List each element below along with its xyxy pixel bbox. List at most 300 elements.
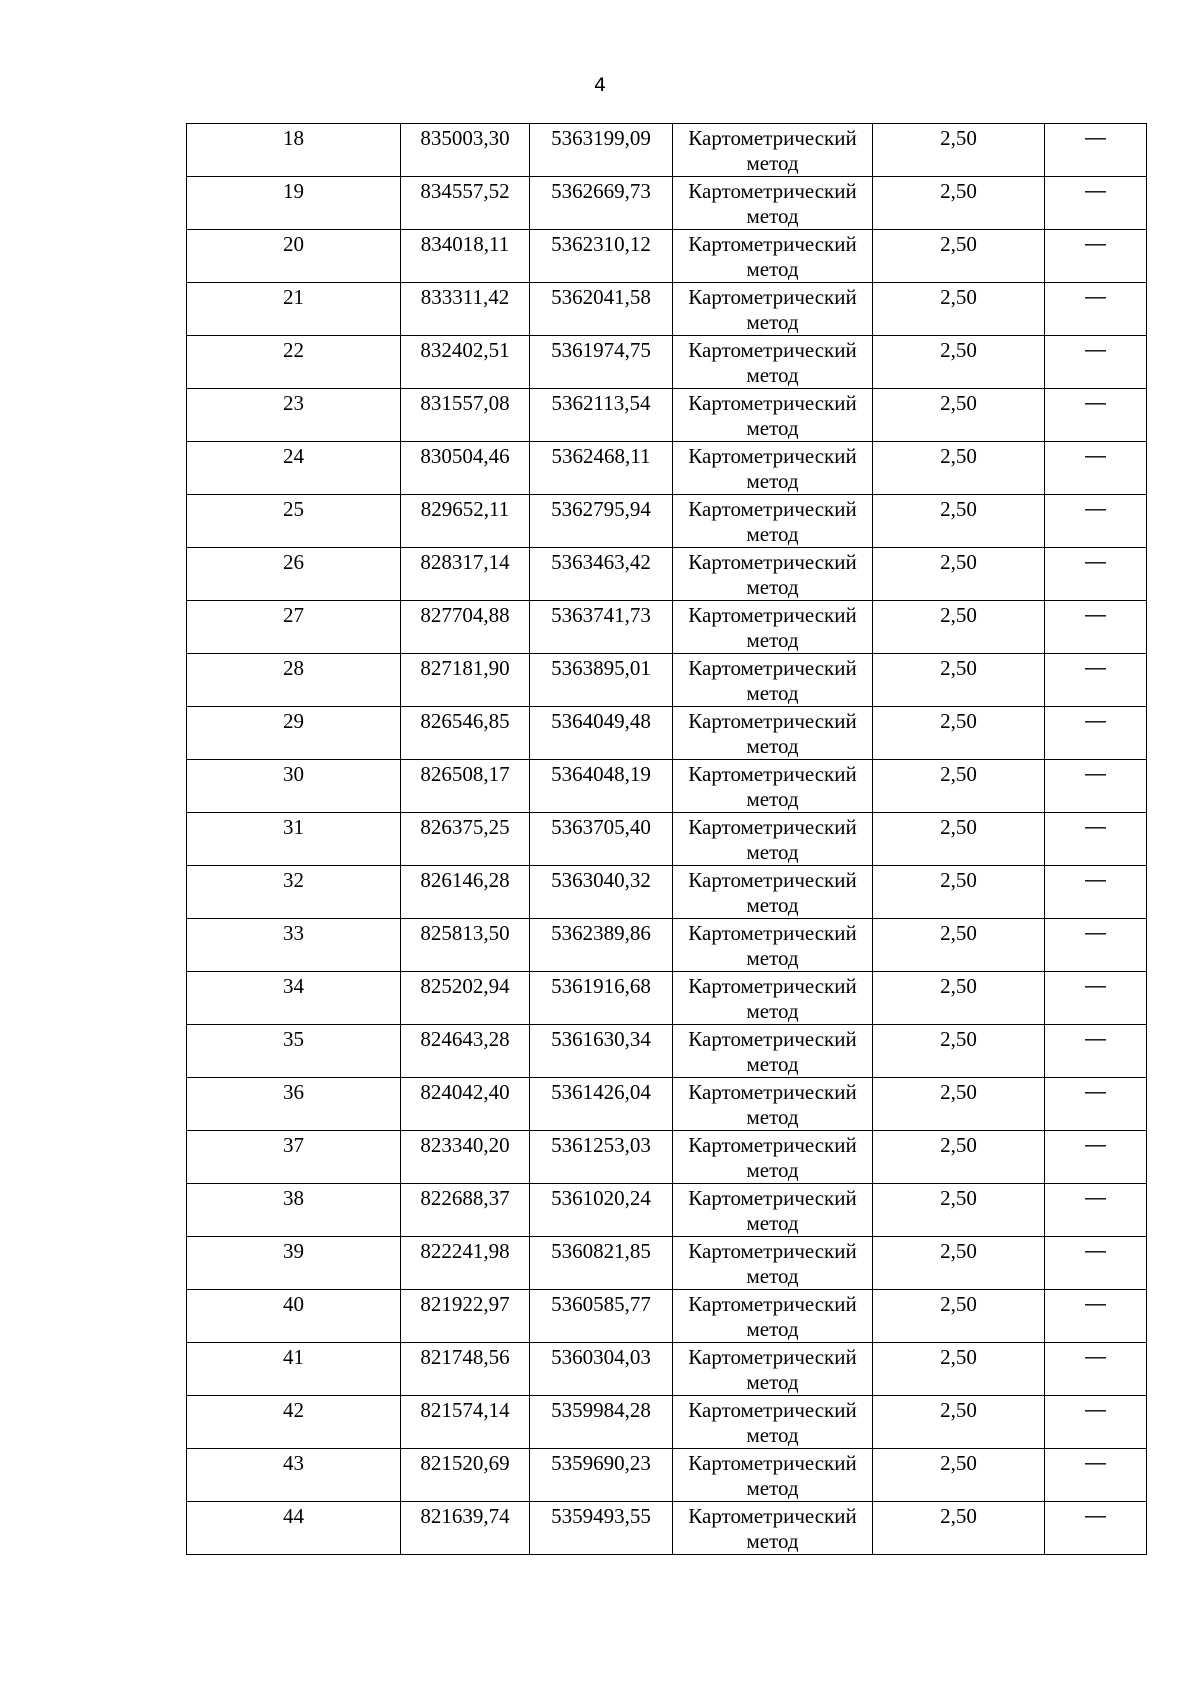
- y-coordinate-value: 5362389,86: [551, 921, 651, 945]
- y-coordinate-cell: [530, 707, 673, 760]
- x-coordinate-value: 828317,14: [420, 550, 510, 574]
- point-number-value: 20: [283, 232, 304, 256]
- x-coordinate-value: 821520,69: [420, 1451, 510, 1475]
- accuracy-value: 2,50: [940, 391, 977, 415]
- y-coordinate-cell: [530, 283, 673, 336]
- method-value: Картометрический метод: [688, 1080, 857, 1129]
- point-number-value: 42: [283, 1398, 304, 1422]
- accuracy-value: 2,50: [940, 179, 977, 203]
- point-number-value: 43: [283, 1451, 304, 1475]
- method-cell: [673, 336, 873, 389]
- y-coordinate-cell: [530, 389, 673, 442]
- accuracy-cell: [873, 548, 1045, 601]
- y-coordinate-value: 5362041,58: [551, 285, 651, 309]
- table-row: [187, 1290, 1147, 1343]
- accuracy-cell: [873, 1025, 1045, 1078]
- y-coordinate-cell: [530, 1396, 673, 1449]
- note-value: —: [1085, 921, 1106, 944]
- y-coordinate-cell: [530, 336, 673, 389]
- y-coordinate-value: 5361253,03: [551, 1133, 651, 1157]
- accuracy-cell: [873, 389, 1045, 442]
- method-cell: [673, 654, 873, 707]
- method-value: Картометрический метод: [688, 232, 857, 281]
- point-number-cell: [187, 919, 401, 972]
- note-cell: [1045, 1237, 1147, 1290]
- method-cell: [673, 548, 873, 601]
- x-coordinate-value: 825202,94: [420, 974, 510, 998]
- note-value: —: [1085, 868, 1106, 891]
- x-coordinate-value: 826546,85: [420, 709, 510, 733]
- accuracy-cell: [873, 707, 1045, 760]
- accuracy-value: 2,50: [940, 1080, 977, 1104]
- x-coordinate-cell: [401, 1078, 530, 1131]
- point-number-value: 32: [283, 868, 304, 892]
- note-cell: [1045, 389, 1147, 442]
- table-row: [187, 601, 1147, 654]
- note-cell: [1045, 707, 1147, 760]
- note-cell: [1045, 177, 1147, 230]
- accuracy-cell: [873, 1184, 1045, 1237]
- method-value: Картометрический метод: [688, 338, 857, 387]
- note-cell: [1045, 1502, 1147, 1555]
- x-coordinate-cell: [401, 1449, 530, 1502]
- x-coordinate-cell: [401, 1131, 530, 1184]
- y-coordinate-cell: [530, 972, 673, 1025]
- method-value: Картометрический метод: [688, 550, 857, 599]
- point-number-cell: [187, 1396, 401, 1449]
- point-number-value: 21: [283, 285, 304, 309]
- y-coordinate-cell: [530, 760, 673, 813]
- method-value: Картометрический метод: [688, 285, 857, 334]
- accuracy-value: 2,50: [940, 1239, 977, 1263]
- point-number-value: 40: [283, 1292, 304, 1316]
- point-number-value: 38: [283, 1186, 304, 1210]
- x-coordinate-cell: [401, 1396, 530, 1449]
- note-value: —: [1085, 444, 1106, 467]
- accuracy-value: 2,50: [940, 285, 977, 309]
- accuracy-value: 2,50: [940, 815, 977, 839]
- y-coordinate-cell: [530, 548, 673, 601]
- point-number-value: 24: [283, 444, 304, 468]
- x-coordinate-value: 826375,25: [420, 815, 510, 839]
- point-number-value: 35: [283, 1027, 304, 1051]
- accuracy-value: 2,50: [940, 656, 977, 680]
- x-coordinate-value: 821574,14: [420, 1398, 510, 1422]
- method-value: Картометрический метод: [688, 1186, 857, 1235]
- note-cell: [1045, 442, 1147, 495]
- accuracy-value: 2,50: [940, 1292, 977, 1316]
- y-coordinate-cell: [530, 1025, 673, 1078]
- point-number-value: 37: [283, 1133, 304, 1157]
- y-coordinate-value: 5362669,73: [551, 179, 651, 203]
- point-number-cell: [187, 389, 401, 442]
- accuracy-value: 2,50: [940, 1133, 977, 1157]
- note-value: —: [1085, 391, 1106, 414]
- point-number-cell: [187, 601, 401, 654]
- accuracy-cell: [873, 124, 1045, 177]
- point-number-value: 30: [283, 762, 304, 786]
- method-cell: [673, 707, 873, 760]
- accuracy-value: 2,50: [940, 921, 977, 945]
- table-row: [187, 654, 1147, 707]
- table-row: [187, 866, 1147, 919]
- method-cell: [673, 1290, 873, 1343]
- y-coordinate-cell: [530, 177, 673, 230]
- y-coordinate-cell: [530, 813, 673, 866]
- point-number-cell: [187, 1343, 401, 1396]
- x-coordinate-value: 826146,28: [420, 868, 510, 892]
- y-coordinate-value: 5361630,34: [551, 1027, 651, 1051]
- accuracy-value: 2,50: [940, 338, 977, 362]
- x-coordinate-value: 834557,52: [420, 179, 510, 203]
- note-value: —: [1085, 709, 1106, 732]
- y-coordinate-value: 5359690,23: [551, 1451, 651, 1475]
- y-coordinate-value: 5359493,55: [551, 1504, 651, 1528]
- note-value: —: [1085, 550, 1106, 573]
- accuracy-cell: [873, 336, 1045, 389]
- point-number-value: 27: [283, 603, 304, 627]
- x-coordinate-value: 825813,50: [420, 921, 510, 945]
- method-cell: [673, 866, 873, 919]
- table-row: [187, 230, 1147, 283]
- method-value: Картометрический метод: [688, 1027, 857, 1076]
- x-coordinate-value: 833311,42: [420, 285, 510, 309]
- note-value: —: [1085, 1292, 1106, 1315]
- table-row: [187, 283, 1147, 336]
- accuracy-cell: [873, 866, 1045, 919]
- x-coordinate-cell: [401, 654, 530, 707]
- y-coordinate-value: 5359984,28: [551, 1398, 651, 1422]
- note-cell: [1045, 972, 1147, 1025]
- method-cell: [673, 124, 873, 177]
- note-cell: [1045, 283, 1147, 336]
- accuracy-value: 2,50: [940, 603, 977, 627]
- x-coordinate-value: 827704,88: [420, 603, 510, 627]
- point-number-cell: [187, 177, 401, 230]
- y-coordinate-value: 5364049,48: [551, 709, 651, 733]
- note-cell: [1045, 124, 1147, 177]
- point-number-cell: [187, 813, 401, 866]
- y-coordinate-cell: [530, 1184, 673, 1237]
- note-cell: [1045, 495, 1147, 548]
- method-value: Картометрический метод: [688, 497, 857, 546]
- note-value: —: [1085, 815, 1106, 838]
- note-value: —: [1085, 497, 1106, 520]
- method-cell: [673, 1025, 873, 1078]
- accuracy-cell: [873, 1502, 1045, 1555]
- note-value: —: [1085, 1186, 1106, 1209]
- point-number-cell: [187, 548, 401, 601]
- note-value: —: [1085, 179, 1106, 202]
- y-coordinate-cell: [530, 124, 673, 177]
- point-number-cell: [187, 1449, 401, 1502]
- y-coordinate-value: 5363040,32: [551, 868, 651, 892]
- accuracy-cell: [873, 1290, 1045, 1343]
- accuracy-cell: [873, 813, 1045, 866]
- point-number-value: 33: [283, 921, 304, 945]
- method-value: Картометрический метод: [688, 656, 857, 705]
- note-cell: [1045, 1449, 1147, 1502]
- accuracy-cell: [873, 919, 1045, 972]
- note-value: —: [1085, 1133, 1106, 1156]
- y-coordinate-value: 5363199,09: [551, 126, 651, 150]
- table-row: [187, 177, 1147, 230]
- note-value: —: [1085, 1027, 1106, 1050]
- accuracy-cell: [873, 654, 1045, 707]
- table-row: [187, 336, 1147, 389]
- accuracy-value: 2,50: [940, 1451, 977, 1475]
- x-coordinate-cell: [401, 972, 530, 1025]
- method-cell: [673, 813, 873, 866]
- table-body: [187, 124, 1147, 1555]
- method-cell: [673, 1131, 873, 1184]
- accuracy-value: 2,50: [940, 762, 977, 786]
- table-row: [187, 1131, 1147, 1184]
- accuracy-cell: [873, 760, 1045, 813]
- method-cell: [673, 1343, 873, 1396]
- method-value: Картометрический метод: [688, 921, 857, 970]
- table-row: [187, 124, 1147, 177]
- accuracy-cell: [873, 601, 1045, 654]
- x-coordinate-cell: [401, 760, 530, 813]
- point-number-cell: [187, 760, 401, 813]
- table-row: [187, 548, 1147, 601]
- accuracy-cell: [873, 1343, 1045, 1396]
- accuracy-cell: [873, 230, 1045, 283]
- y-coordinate-cell: [530, 919, 673, 972]
- table-row: [187, 972, 1147, 1025]
- method-value: Картометрический метод: [688, 762, 857, 811]
- y-coordinate-value: 5360585,77: [551, 1292, 651, 1316]
- method-value: Картометрический метод: [688, 1504, 857, 1553]
- method-cell: [673, 1184, 873, 1237]
- note-cell: [1045, 336, 1147, 389]
- method-value: Картометрический метод: [688, 1345, 857, 1394]
- point-number-value: 39: [283, 1239, 304, 1263]
- y-coordinate-value: 5361974,75: [551, 338, 651, 362]
- method-value: Картометрический метод: [688, 391, 857, 440]
- point-number-cell: [187, 336, 401, 389]
- page-number: 4: [593, 74, 607, 96]
- y-coordinate-cell: [530, 495, 673, 548]
- method-cell: [673, 972, 873, 1025]
- accuracy-value: 2,50: [940, 444, 977, 468]
- accuracy-cell: [873, 1078, 1045, 1131]
- table-row: [187, 495, 1147, 548]
- method-cell: [673, 919, 873, 972]
- method-value: Картометрический метод: [688, 603, 857, 652]
- table-row: [187, 919, 1147, 972]
- y-coordinate-value: 5363463,42: [551, 550, 651, 574]
- y-coordinate-value: 5362113,54: [551, 391, 651, 415]
- note-cell: [1045, 1131, 1147, 1184]
- x-coordinate-cell: [401, 919, 530, 972]
- note-cell: [1045, 1290, 1147, 1343]
- point-number-value: 28: [283, 656, 304, 680]
- point-number-cell: [187, 1184, 401, 1237]
- x-coordinate-cell: [401, 813, 530, 866]
- method-value: Картометрический метод: [688, 868, 857, 917]
- x-coordinate-cell: [401, 389, 530, 442]
- x-coordinate-cell: [401, 1184, 530, 1237]
- point-number-value: 18: [283, 126, 304, 150]
- accuracy-cell: [873, 177, 1045, 230]
- method-value: Картометрический метод: [688, 815, 857, 864]
- x-coordinate-cell: [401, 124, 530, 177]
- method-cell: [673, 283, 873, 336]
- y-coordinate-cell: [530, 1449, 673, 1502]
- note-value: —: [1085, 1504, 1106, 1527]
- x-coordinate-cell: [401, 1343, 530, 1396]
- x-coordinate-cell: [401, 866, 530, 919]
- y-coordinate-value: 5362468,11: [551, 444, 651, 468]
- x-coordinate-cell: [401, 283, 530, 336]
- method-cell: [673, 1396, 873, 1449]
- accuracy-value: 2,50: [940, 974, 977, 998]
- x-coordinate-cell: [401, 548, 530, 601]
- note-value: —: [1085, 603, 1106, 626]
- point-number-cell: [187, 1502, 401, 1555]
- point-number-cell: [187, 124, 401, 177]
- y-coordinate-cell: [530, 1078, 673, 1131]
- x-coordinate-cell: [401, 230, 530, 283]
- x-coordinate-cell: [401, 442, 530, 495]
- table-row: [187, 707, 1147, 760]
- method-value: Картометрический метод: [688, 1133, 857, 1182]
- accuracy-value: 2,50: [940, 709, 977, 733]
- x-coordinate-value: 832402,51: [420, 338, 510, 362]
- point-number-cell: [187, 972, 401, 1025]
- note-cell: [1045, 1184, 1147, 1237]
- y-coordinate-cell: [530, 1343, 673, 1396]
- point-number-cell: [187, 1131, 401, 1184]
- accuracy-cell: [873, 972, 1045, 1025]
- point-number-value: 19: [283, 179, 304, 203]
- x-coordinate-value: 835003,30: [420, 126, 510, 150]
- x-coordinate-value: 821748,56: [420, 1345, 510, 1369]
- point-number-cell: [187, 230, 401, 283]
- x-coordinate-cell: [401, 177, 530, 230]
- note-cell: [1045, 230, 1147, 283]
- method-cell: [673, 495, 873, 548]
- note-value: —: [1085, 126, 1106, 149]
- point-number-value: 26: [283, 550, 304, 574]
- method-value: Картометрический метод: [688, 1292, 857, 1341]
- point-number-cell: [187, 283, 401, 336]
- note-cell: [1045, 601, 1147, 654]
- y-coordinate-value: 5360304,03: [551, 1345, 651, 1369]
- point-number-cell: [187, 866, 401, 919]
- method-cell: [673, 760, 873, 813]
- note-value: —: [1085, 338, 1106, 361]
- y-coordinate-value: 5363705,40: [551, 815, 651, 839]
- method-value: Картометрический метод: [688, 179, 857, 228]
- note-value: —: [1085, 1345, 1106, 1368]
- point-number-value: 31: [283, 815, 304, 839]
- accuracy-cell: [873, 1131, 1045, 1184]
- method-cell: [673, 389, 873, 442]
- accuracy-value: 2,50: [940, 232, 977, 256]
- accuracy-value: 2,50: [940, 126, 977, 150]
- x-coordinate-cell: [401, 1025, 530, 1078]
- table-row: [187, 1396, 1147, 1449]
- y-coordinate-value: 5362310,12: [551, 232, 651, 256]
- note-value: —: [1085, 232, 1106, 255]
- table-row: [187, 760, 1147, 813]
- method-cell: [673, 177, 873, 230]
- point-number-value: 23: [283, 391, 304, 415]
- table-row: [187, 1237, 1147, 1290]
- accuracy-cell: [873, 442, 1045, 495]
- note-cell: [1045, 760, 1147, 813]
- table-row: [187, 1078, 1147, 1131]
- table-row: [187, 1025, 1147, 1078]
- note-value: —: [1085, 1080, 1106, 1103]
- table-row: [187, 1502, 1147, 1555]
- note-cell: [1045, 1025, 1147, 1078]
- table-row: [187, 1449, 1147, 1502]
- x-coordinate-value: 826508,17: [420, 762, 510, 786]
- note-cell: [1045, 919, 1147, 972]
- point-number-value: 34: [283, 974, 304, 998]
- method-value: Картометрический метод: [688, 1398, 857, 1447]
- method-value: Картометрический метод: [688, 444, 857, 493]
- method-cell: [673, 1502, 873, 1555]
- x-coordinate-value: 827181,90: [420, 656, 510, 680]
- x-coordinate-value: 829652,11: [420, 497, 510, 521]
- method-cell: [673, 1449, 873, 1502]
- point-number-value: 29: [283, 709, 304, 733]
- x-coordinate-cell: [401, 707, 530, 760]
- point-number-value: 22: [283, 338, 304, 362]
- point-number-cell: [187, 1290, 401, 1343]
- y-coordinate-value: 5363895,01: [551, 656, 651, 680]
- point-number-value: 44: [283, 1504, 304, 1528]
- point-number-cell: [187, 1237, 401, 1290]
- point-number-cell: [187, 707, 401, 760]
- x-coordinate-cell: [401, 1290, 530, 1343]
- note-cell: [1045, 1343, 1147, 1396]
- note-cell: [1045, 866, 1147, 919]
- accuracy-cell: [873, 495, 1045, 548]
- x-coordinate-value: 822688,37: [420, 1186, 510, 1210]
- y-coordinate-cell: [530, 1237, 673, 1290]
- x-coordinate-value: 830504,46: [420, 444, 510, 468]
- point-number-cell: [187, 442, 401, 495]
- y-coordinate-value: 5361426,04: [551, 1080, 651, 1104]
- y-coordinate-cell: [530, 1131, 673, 1184]
- y-coordinate-cell: [530, 1502, 673, 1555]
- y-coordinate-cell: [530, 230, 673, 283]
- y-coordinate-value: 5364048,19: [551, 762, 651, 786]
- x-coordinate-cell: [401, 495, 530, 548]
- accuracy-value: 2,50: [940, 1027, 977, 1051]
- table-row: [187, 1184, 1147, 1237]
- note-value: —: [1085, 762, 1106, 785]
- x-coordinate-value: 834018,11: [420, 232, 510, 256]
- method-cell: [673, 1237, 873, 1290]
- note-cell: [1045, 654, 1147, 707]
- accuracy-value: 2,50: [940, 1398, 977, 1422]
- point-number-cell: [187, 1078, 401, 1131]
- note-value: —: [1085, 1398, 1106, 1421]
- method-cell: [673, 442, 873, 495]
- note-cell: [1045, 813, 1147, 866]
- y-coordinate-cell: [530, 654, 673, 707]
- point-number-value: 36: [283, 1080, 304, 1104]
- accuracy-value: 2,50: [940, 868, 977, 892]
- accuracy-value: 2,50: [940, 497, 977, 521]
